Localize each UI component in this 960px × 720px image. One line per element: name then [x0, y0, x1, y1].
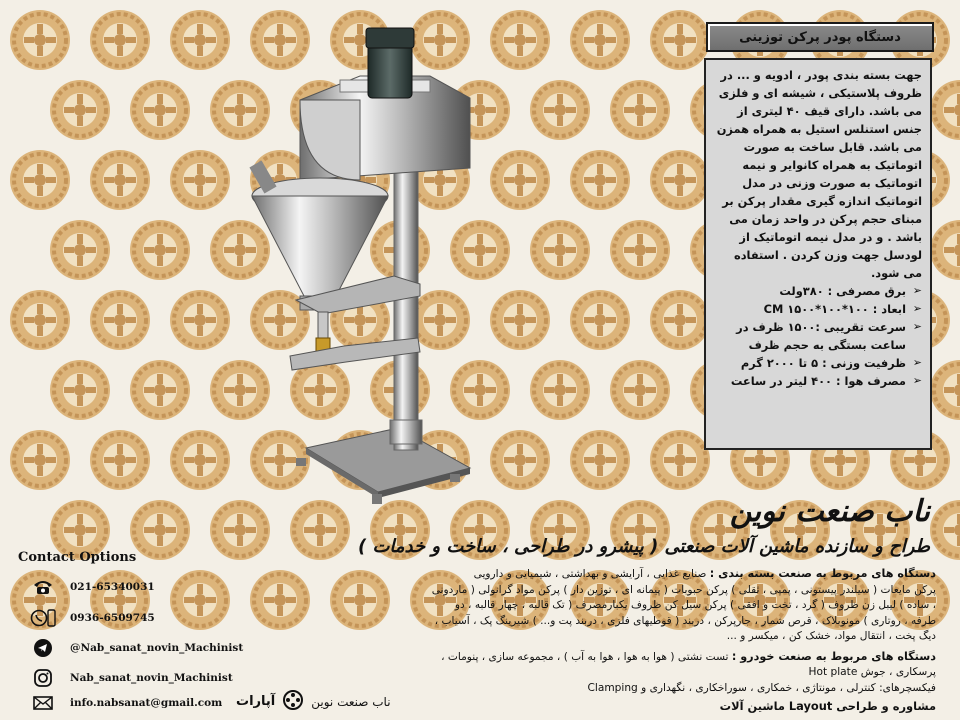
auto-heading: دستگاه های مربوط به صنعت خودرو :	[731, 649, 936, 663]
spec-item-dimensions: ➢ ابعاد : ۱۰۰*۱۰۰*۱۵۰۰ CM	[714, 300, 922, 318]
auto-intro: تست نشتی ( هوا به هوا ، هوا به آب ) ، مجموعه سازی ، پنومات ، پرسکاری ، جوش	[441, 650, 936, 678]
contact-mobile[interactable]	[30, 609, 155, 627]
aparat-logo-text: آپارات	[236, 694, 276, 709]
packaging-intro: صنایع غذایی ، آرایشی و بهداشتی ، شیمیایی و دارویی	[473, 568, 707, 580]
contact-instagram[interactable]	[30, 669, 233, 687]
contact-telegram[interactable]	[30, 639, 243, 657]
telegram-handle: @Nab_sanat_novin_Machinist	[70, 642, 244, 654]
brand-slogan: طراح و سازنده ماشین آلات صنعتی ( پیشرو در طراحی ، ساخت و خدمات )	[357, 536, 930, 557]
consult-prefix: مشاوره و طراحی	[836, 699, 936, 713]
description-panel	[704, 58, 932, 450]
services-section	[430, 566, 936, 715]
packaging-body: پرکن مایعات ( سیلندر پیستونی ، پمپی ، ثقلی ) پرکن حبوبات ( پیمانه ای ، توزین دار ) پرکن مواد گرانولی ( ماردونی ، ساده ) لیبل زن ظروف ( گرد ، تخت و افقی ) پرکن سیل کن ظروف یکبارمصرف ( تک قالبه ، چهار قالبه ، دو طرفه ، روتاری ) مونوبلاک ، قرص شمار ، جارپرکن ، دربند ( قوطیهای فلزی ، دربند پت و... ) شیرینگ پک ، آسیاب ، دیگ پخت ، انتقال مواد، خشک کن ، میکسر و ...	[431, 583, 936, 642]
spec-item-capacity: ➢ ظرفیت وزنی : ۵ تا ۲۰۰۰ گرم	[714, 354, 922, 372]
consult-suffix: ماشین آلات	[719, 699, 785, 713]
fixture-clamping: Clamping	[587, 681, 638, 694]
email-icon	[30, 694, 56, 712]
spec-item-speed: ➢ سرعت تقریبی :۱۵۰۰ ظرف در ساعت بستگی به حجم ظرف	[714, 318, 922, 354]
machine-title: دستگاه پودر پرکن توزینی	[706, 22, 934, 52]
fixture-line: فیکسچرهای: کنترلی ، مونتاژی ، خمکاری ، سوراخکاری ، نگهداری و	[641, 681, 936, 694]
contact-email[interactable]	[30, 694, 222, 712]
whatsapp-mobile-icon	[30, 609, 56, 627]
spec-list	[714, 282, 922, 390]
spec-item-air: ➢ مصرف هوا : ۴۰۰ لیتر در ساعت	[714, 372, 922, 390]
mobile-number: 0936-6509745	[70, 612, 155, 624]
footer-company-name: ناب صنعت نوین	[311, 694, 391, 709]
phone-number: 021-65340031	[70, 581, 155, 593]
spec-item-power: ➢ برق مصرفی : ۳۸۰ولت	[714, 282, 922, 300]
packaging-heading: دستگاه های مربوط به صنعت بسته بندی :	[709, 567, 936, 580]
auto-hotplate: Hot plate	[808, 666, 858, 678]
contact-title: Contact Options	[18, 550, 137, 565]
consult-layout: Layout	[788, 699, 833, 713]
telephone-icon	[30, 578, 56, 596]
film-reel-icon	[283, 690, 303, 713]
contact-phone[interactable]	[30, 578, 155, 596]
email-address: info.nabsanat@gmail.com	[70, 697, 223, 709]
instagram-icon	[30, 669, 56, 687]
brand-name: ناب صنعت نوین	[729, 494, 930, 529]
footer-branding	[236, 690, 391, 713]
telegram-icon	[30, 639, 56, 657]
description-paragraph: جهت بسته بندی پودر ، ادویه و ... در ظروف پلاستیکی ، شیشه ای و فلزی می باشد. دارای قیف ۴۰ لیتری از جنس استنلس استیل به همراه همزن می باشد. قابل ساخت به صورت اتوماتیک به همراه کانوایر و نیمه اتوماتیک به صورت وزنی در مدل اتوماتیک اندازه گیری مقدار پرکن بر مبنای حجم پرکن در واحد زمان می باشد . و در مدل نیمه اتوماتیک از لودسل جهت وزن کردن . استفاده می شود.	[716, 68, 922, 280]
instagram-handle: Nab_sanat_novin_Machinist	[70, 672, 233, 684]
